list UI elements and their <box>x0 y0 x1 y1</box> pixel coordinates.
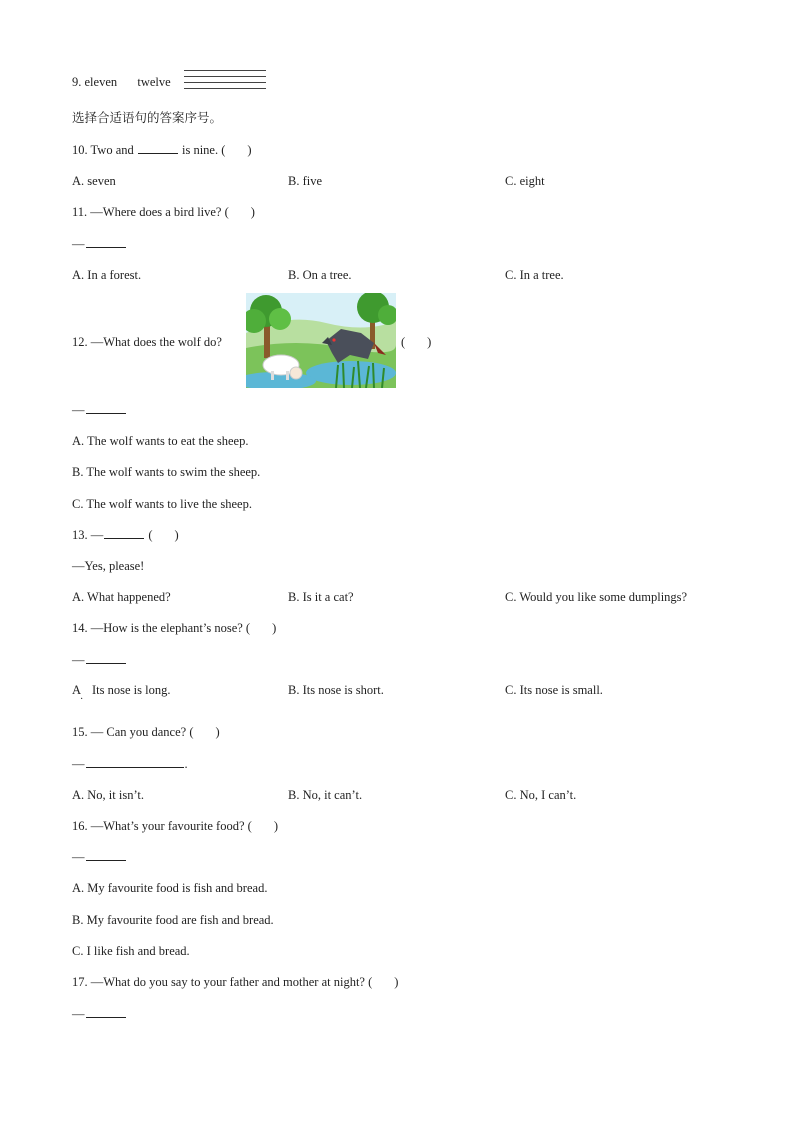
q17-blank[interactable] <box>86 1006 126 1018</box>
q12-option-c[interactable]: C. The wolf wants to live the sheep. <box>72 497 252 511</box>
q10-option-c[interactable]: C. eight <box>505 174 545 188</box>
q12-blank[interactable] <box>86 402 126 414</box>
q12-paren-close: ) <box>427 335 432 349</box>
q13-question <box>72 527 179 543</box>
q12-dash: — <box>72 403 85 417</box>
q15-blank[interactable] <box>86 756 184 768</box>
q17-paren-close: ) <box>394 975 399 989</box>
q11-text: 11. —Where does a bird live? ( <box>72 205 229 219</box>
q11-paren-close: ) <box>250 205 255 219</box>
q11-blank[interactable] <box>86 236 126 248</box>
q16-paren-close: ) <box>273 819 278 833</box>
q10-text-pre: 10. Two and <box>72 143 134 157</box>
q13-option-c[interactable]: C. Would you like some dumplings? <box>505 590 688 604</box>
q11-question <box>72 204 255 220</box>
q14-option-b[interactable]: B. Its nose is short. <box>288 683 384 697</box>
q13-text-pre: 13. — <box>72 528 104 542</box>
q11-option-c[interactable]: C. In a tree. <box>505 268 564 282</box>
q15-period: . <box>184 757 188 771</box>
q14-paren-close: ) <box>272 621 277 635</box>
q12-answer-line <box>72 402 127 418</box>
q11-option-b[interactable]: B. On a tree. <box>288 268 352 282</box>
q17-text: 17. —What do you say to your father and mother at night? ( <box>72 975 373 989</box>
q14-option-a-dot: · <box>80 694 84 705</box>
q10-blank[interactable] <box>138 142 178 154</box>
q15-option-c[interactable]: C. No, I can’t. <box>505 788 577 802</box>
q16-question <box>72 818 278 834</box>
q15-option-a[interactable]: A. No, it isn’t. <box>72 788 144 802</box>
q10-option-a[interactable]: A. seven <box>72 174 116 188</box>
q15-answer-line <box>72 756 188 772</box>
q16-dash: — <box>72 850 85 864</box>
wolf-sheep-illustration <box>246 293 396 388</box>
q16-option-b[interactable]: B. My favourite food are fish and bread. <box>72 913 274 927</box>
q12-option-b[interactable]: B. The wolf wants to swim the sheep. <box>72 465 261 479</box>
q9-line <box>72 74 171 90</box>
q17-question <box>72 974 398 990</box>
q17-answer-line <box>72 1006 127 1022</box>
q14-option-a-letter[interactable]: A <box>72 683 82 697</box>
q15-paren-close: ) <box>215 725 220 739</box>
q14-dash: — <box>72 653 85 667</box>
q14-option-c[interactable]: C. Its nose is small. <box>505 683 603 697</box>
q10-question <box>72 142 252 158</box>
q13-option-b[interactable]: B. Is it a cat? <box>288 590 354 604</box>
q14-blank[interactable] <box>86 652 126 664</box>
q12-paren-open: ( <box>401 335 406 349</box>
q13-option-a[interactable]: A. What happened? <box>72 590 171 604</box>
q14-option-a[interactable]: Its nose is long. <box>92 683 171 697</box>
q16-answer-line <box>72 849 127 865</box>
q11-answer-line <box>72 236 127 252</box>
q10-option-b[interactable]: B. five <box>288 174 323 188</box>
section-instruction: 选择合适语句的答案序号。 <box>72 110 223 125</box>
q15-option-b[interactable]: B. No, it can’t. <box>288 788 363 802</box>
q16-option-c[interactable]: C. I like fish and bread. <box>72 944 190 958</box>
q16-blank[interactable] <box>86 849 126 861</box>
q13-blank[interactable] <box>104 527 144 539</box>
q15-text: 15. — Can you dance? ( <box>72 725 194 739</box>
q15-question <box>72 724 220 740</box>
q9-writing-lines[interactable] <box>184 70 266 94</box>
q10-text-post: is nine. ( <box>182 143 226 157</box>
q14-answer-line <box>72 652 127 668</box>
q13-paren-open: ( <box>148 528 153 542</box>
q9-word1: 9. eleven <box>72 75 118 89</box>
q12-question: 12. —What does the wolf do? <box>72 335 222 349</box>
q16-text: 16. —What’s your favourite food? ( <box>72 819 252 833</box>
q9-word2: twelve <box>137 75 171 89</box>
q13-answer: —Yes, please! <box>72 559 145 573</box>
q14-question <box>72 620 276 636</box>
q17-dash: — <box>72 1007 85 1021</box>
q12-option-a[interactable]: A. The wolf wants to eat the sheep. <box>72 434 249 448</box>
q10-paren-close: ) <box>247 143 252 157</box>
q11-option-a[interactable]: A. In a forest. <box>72 268 142 282</box>
q11-dash: — <box>72 237 85 251</box>
q16-option-a[interactable]: A. My favourite food is fish and bread. <box>72 881 268 895</box>
q15-dash: — <box>72 757 85 771</box>
q12-answer-paren <box>401 334 431 350</box>
q13-paren-close: ) <box>174 528 179 542</box>
q14-text: 14. —How is the elephant’s nose? ( <box>72 621 251 635</box>
